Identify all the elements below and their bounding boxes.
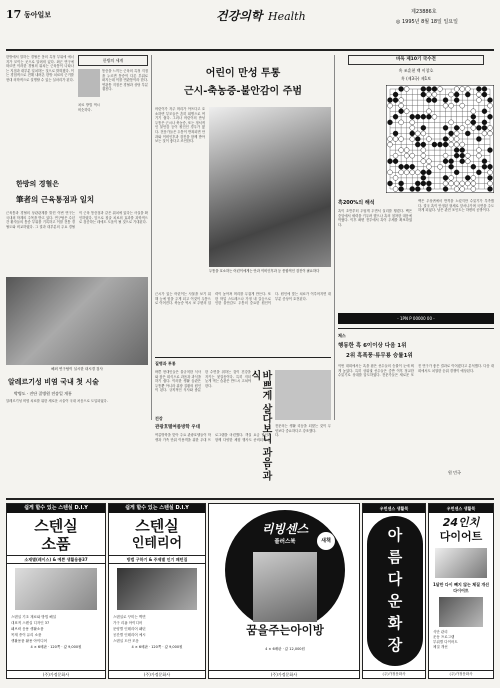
ad1-subtitle: 소재별(레이스) & 예쁜 생활용품37 <box>7 555 105 564</box>
go-stone-white <box>460 142 465 147</box>
go-stone-white <box>449 137 454 142</box>
go-stone-white <box>476 153 481 158</box>
ad2-price: 4 × 6배판 · 120쪽 · 값 9,000원 <box>131 645 183 649</box>
go-stone-white <box>460 181 465 186</box>
go-stone-black <box>426 98 431 103</box>
go-stone-white <box>488 131 493 136</box>
main-article <box>155 55 331 290</box>
left-headline-2: 筆者의 근육통점과 일치 <box>16 195 95 204</box>
go-stone-white <box>388 137 393 142</box>
go-stone-white <box>393 187 398 192</box>
go-stone-white <box>393 153 398 158</box>
go-stone-white <box>449 92 454 97</box>
ad1-title-1: 스텐실 <box>34 517 78 535</box>
go-stone-white <box>443 103 448 108</box>
go-stone-white <box>449 103 454 108</box>
go-stone-white <box>421 131 426 136</box>
go-stone-white <box>465 153 470 158</box>
go-stone-black <box>449 159 454 164</box>
ad5-header: 우먼센스 생활북 <box>429 504 493 513</box>
go-stone-white <box>471 187 476 192</box>
go-stone-white <box>388 103 393 108</box>
ad-stencil-props[interactable] <box>6 503 106 679</box>
go-stone-white <box>421 148 426 153</box>
author-portrait <box>78 69 100 97</box>
go-stone-black <box>465 92 470 97</box>
ad1-item: 대표적 스텐실 디자인 37 <box>11 621 50 625</box>
go-column-title: 바둑 제10기 국수전 <box>348 55 484 65</box>
go-stone-white <box>404 148 409 153</box>
go-stone-black <box>426 170 431 175</box>
go-column <box>338 55 494 325</box>
go-stone-black <box>488 187 493 192</box>
go-stone-white <box>426 159 431 164</box>
go-stone-black <box>415 114 420 119</box>
go-stone-black <box>443 187 448 192</box>
go-stone-white <box>488 125 493 130</box>
go-stone-black <box>438 142 443 147</box>
go-stone-white <box>415 170 420 175</box>
go-stone-white <box>488 181 493 186</box>
go-stone-black <box>432 98 437 103</box>
go-stone-white <box>443 181 448 186</box>
go-stone-black <box>426 181 431 186</box>
go-stone-white <box>388 142 393 147</box>
go-stone-white <box>471 181 476 186</box>
ad1-price: 4 × 6배판 · 120쪽 · 값 9,000원 <box>30 645 82 649</box>
go-stone-white <box>471 175 476 180</box>
go-stone-white <box>399 103 404 108</box>
go-stone-black <box>482 120 487 125</box>
go-stone-white <box>449 120 454 125</box>
go-stone-white <box>460 187 465 192</box>
section-title-english: Health <box>268 10 306 23</box>
side-body-text: 바쁜 현대인들은 불규칙한 식사와 잦은 회식으로 과음과 과식을 하기 쉽다. 이러한 생활 습관은 두통뿐 아니라 위장 질환의 원인이 된다. 규칙적인 식사와 충분한 수면을 취하는 것이 건강을 지키는 첫걸음이다. 특히 저녁 늦게 먹는 습관은 반드시 고쳐야 한다. <box>155 370 251 393</box>
side-portrait <box>275 370 331 420</box>
go-stone-black <box>460 153 465 158</box>
side-headline: 바쁘게 살다보니 과음·과식 <box>249 370 271 481</box>
go-stone-black <box>410 164 415 169</box>
ad4-title: 아름다운화장 <box>387 526 403 654</box>
go-stone-white <box>404 87 409 92</box>
go-commentary-1: 흑이 초반부터 두텁게 두면서 실리를 챙겼다. 백은 중앙에서 세력을 키우려 했으나 흑의 침착한 대응에 막혔다. 이후 좌변 전투에서 흑이 우세를 확보하였다. <box>338 209 412 227</box>
go-stone-black <box>454 125 459 130</box>
go-stone-white <box>421 159 426 164</box>
chess-column <box>338 332 494 482</box>
go-stone-black <box>388 159 393 164</box>
ad1-header: 쉽게 할수 있는 스텐실 D.I.Y <box>7 504 105 513</box>
left-headline-1: 한방의 경혈은 <box>16 180 60 188</box>
go-stone-white <box>404 109 409 114</box>
go-stone-white <box>426 92 431 97</box>
go-stone-black <box>410 131 415 136</box>
go-stone-black <box>449 164 454 169</box>
left-body-text-3: 치료 방법 역시 비슷하다. <box>78 103 100 112</box>
go-stone-black <box>471 114 476 119</box>
go-stone-white <box>432 114 437 119</box>
go-stone-white <box>465 181 470 186</box>
go-stone-white <box>449 142 454 147</box>
go-stone-black <box>482 125 487 130</box>
go-stone-black <box>449 131 454 136</box>
go-stone-black <box>443 142 448 147</box>
ad2-title-2: 인테리어 <box>131 536 183 551</box>
go-stone-black <box>460 148 465 153</box>
left-bottom-byline: 박병도 · 진단 질병원 전송일 개통 <box>14 391 72 396</box>
go-stone-black <box>388 120 393 125</box>
go-stone-white <box>388 170 393 175</box>
bottom-left-article <box>155 415 331 495</box>
go-stone-black <box>399 87 404 92</box>
go-stone-black <box>454 92 459 97</box>
main-body-text-1: 어린이가 자주 머리가 아프다고 호소하면 부모들은 흔히 꾀병으로 여기기 쉽다. 그러나 어린이의 만성 두통은 근시나 축농증, 또는 정서적인 불안감 등이 원인인 경우가 많다. 전문가들은 두통이 반복되면 안과와 이비인후과 검진을 함께 받아보는 것이 좋다고 조언한다. <box>155 107 205 144</box>
go-stone-black <box>404 164 409 169</box>
left-body-text-2: 통증을 느끼는 근육의 특정 지점을 누르면 통증이 다른 부위로 퍼지는데 이를 연관통이라 한다. 연관통 지점은 경혈과 상당 부분 겹친다. <box>102 69 148 92</box>
ad5-subtitle: 1달만 다이 빼지 않는 체질 개선 다이어트 <box>432 582 490 593</box>
ad5-item: 운동 프로그램 <box>433 635 455 639</box>
go-stone-black <box>460 159 465 164</box>
go-stone-white <box>404 153 409 158</box>
go-stone-white <box>426 109 431 114</box>
go-stone-white <box>399 148 404 153</box>
go-stone-black <box>421 175 426 180</box>
bottom-article-tag: 건강 <box>155 416 163 421</box>
go-stone-white <box>443 153 448 158</box>
left-photo-caption: 해외 연구팀이 실시한 내시경 검사 <box>51 367 103 371</box>
go-stone-black <box>399 109 404 114</box>
go-stone-black <box>415 142 420 147</box>
go-game-label: 흑 (제3국) 제1보 <box>400 76 432 81</box>
ad3-price: 4 × 6배판 · 값 12,000원 <box>265 647 305 651</box>
go-stone-black <box>476 137 481 142</box>
chess-body-text: 이번 대회에서는 흑을 잡은 선수들의 승률이 눈에 띄게 높았다. 특히 상위권 선수들은 중반 이후 정교한 수읽기로 상대를 압도하였다. 전문가들은 새로운 포진 연구가 좋은 결과로 이어졌다고 분석했다. 다음 대회에서도 치열한 순위 경쟁이 예상된다. <box>338 364 494 378</box>
go-stone-black <box>476 170 481 175</box>
chess-headline-2: 2위 흑폭풍·류무룡 승률1위 <box>346 353 413 359</box>
ad5-item: 식단 관리 <box>433 630 448 634</box>
ad5-title-1: 24인치 <box>442 516 480 529</box>
side-article-tag: 질병과 투통 <box>155 361 176 366</box>
go-stone-white <box>410 125 415 130</box>
ad1-item: 패브릭 응용 생활소품 <box>11 627 44 631</box>
ad3-badge: 새책 <box>317 532 335 550</box>
go-stone-black <box>482 109 487 114</box>
go-stone-black <box>488 98 493 103</box>
ad5-image <box>435 548 487 578</box>
go-stone-black <box>454 148 459 153</box>
ad2-item: 문양별 인테리어 패턴 <box>113 627 146 631</box>
go-stone-white <box>465 87 470 92</box>
ad-makeup[interactable] <box>362 503 426 679</box>
go-stone-white <box>460 103 465 108</box>
ad2-item: 스텐실 도안 모음 <box>113 639 139 643</box>
go-stone-white <box>465 159 470 164</box>
ad1-publisher: (주)가정문화사 <box>7 670 105 678</box>
go-stone-black <box>415 181 420 186</box>
go-stone-black <box>488 114 493 119</box>
go-stone-white <box>410 137 415 142</box>
go-commentary-2: 백은 우상귀에서 반격을 노렸지만 수읽기가 부족했다. 결국 흑이 안정된 형세로 앞서나가며 국면을 주도하게 되었다. 남은 관전 포인트는 하변의 공방이다. <box>418 199 494 213</box>
ad1-item: 목재 종이 유리 소품 <box>11 633 42 637</box>
go-stone-black <box>488 164 493 169</box>
ad4-publisher: (주)가정문화사 <box>363 670 425 678</box>
go-stone-black <box>432 87 437 92</box>
go-stone-white <box>454 87 459 92</box>
ad5-item: 체질 개선 <box>433 645 448 649</box>
main-photo <box>209 107 331 267</box>
go-stone-black <box>476 125 481 130</box>
go-stone-white <box>454 142 459 147</box>
go-stone-white <box>476 92 481 97</box>
go-stone-white <box>454 137 459 142</box>
go-stone-black <box>393 114 398 119</box>
paper-name: 동아일보 <box>24 11 52 19</box>
go-stone-white <box>399 170 404 175</box>
column-tag: 한방의 세계 <box>78 55 148 66</box>
go-stone-black <box>482 92 487 97</box>
go-stone-white <box>421 153 426 158</box>
ad3-brand: 리빙센스 <box>261 522 309 536</box>
go-stone-black <box>421 181 426 186</box>
go-stone-black <box>388 181 393 186</box>
go-stone-black <box>399 187 404 192</box>
main-photo-caption: 두통을 호소하는 어린이에게는 안과 이비인후과 등 종합적인 검진이 필요하다 <box>209 269 320 273</box>
go-stone-black <box>443 125 448 130</box>
ad-kids-room[interactable] <box>208 503 360 679</box>
left-bottom-headline: 알레르기성 비염 국내 첫 시술 <box>8 378 99 386</box>
go-stone-black <box>410 114 415 119</box>
go-stone-black <box>393 131 398 136</box>
go-stone-black <box>482 87 487 92</box>
go-stone-white <box>460 125 465 130</box>
go-stone-white <box>476 148 481 153</box>
go-stone-white <box>399 98 404 103</box>
go-stone-white <box>449 181 454 186</box>
go-stone-black <box>482 164 487 169</box>
main-headline-2: 근시-축농증-불안감이 주범 <box>183 86 303 97</box>
go-stone-white <box>482 131 487 136</box>
go-stone-white <box>399 120 404 125</box>
ad1-items <box>7 614 105 644</box>
ad-stencil-interior[interactable] <box>108 503 206 679</box>
go-stone-black <box>393 92 398 97</box>
go-stone-black <box>471 164 476 169</box>
bottom-article-title: 관광호텔여름방학 우대 <box>155 425 201 430</box>
go-stone-black <box>465 131 470 136</box>
ad5-items <box>429 630 493 650</box>
go-stone-black <box>426 187 431 192</box>
go-stone-white <box>426 137 431 142</box>
go-stone-black <box>426 87 431 92</box>
go-stone-black <box>421 125 426 130</box>
ad3-book-image <box>253 552 317 622</box>
go-stone-black <box>476 87 481 92</box>
ad2-item: 가구 리폼 아이디어 <box>113 621 143 625</box>
go-stone-black <box>465 175 470 180</box>
go-board <box>386 85 494 193</box>
ad5-title-2: 다이어트 <box>439 530 483 543</box>
go-stone-black <box>488 148 493 153</box>
go-stone-black <box>410 187 415 192</box>
ad1-item: 스텐실 기초 재료와 방법 해설 <box>11 615 57 619</box>
go-stone-white <box>410 170 415 175</box>
issue-number: 제23886호 <box>411 9 437 15</box>
ad5-publisher: (주)가정문화사 <box>429 670 493 678</box>
go-stone-black <box>454 153 459 158</box>
go-stone-white <box>426 164 431 169</box>
go-stone-black <box>415 137 420 142</box>
chess-headline-1: 행동한 흑 6이이상 다음 1위 <box>338 343 407 349</box>
date-line: ◎ 1995년 8월 18일 일요일 <box>396 19 458 25</box>
go-stone-white <box>415 131 420 136</box>
go-stone-white <box>488 103 493 108</box>
go-stone-white <box>404 170 409 175</box>
left-column <box>6 55 148 420</box>
ad5-book-image <box>439 597 483 627</box>
ad1-book-image <box>15 568 97 610</box>
go-stone-black <box>443 137 448 142</box>
ad-diet[interactable] <box>428 503 494 679</box>
ad2-subtitle: 방법 구하기 & 주제별 인기 패턴집 <box>109 555 205 564</box>
ad2-publisher: (주)가정문화사 <box>109 670 205 678</box>
go-stone-white <box>449 175 454 180</box>
ad4-header: 우먼센스 생활북 <box>363 504 425 513</box>
ad2-items <box>109 614 205 644</box>
go-stone-white <box>410 120 415 125</box>
go-stone-black <box>432 142 437 147</box>
go-stone-white <box>454 187 459 192</box>
main-headline-1: 어린이 만성 투통 <box>205 68 281 79</box>
go-stone-black <box>454 98 459 103</box>
go-stone-white <box>460 87 465 92</box>
go-stone-black <box>421 92 426 97</box>
go-stone-black <box>443 98 448 103</box>
go-stone-black <box>482 159 487 164</box>
left-photo <box>6 277 148 365</box>
left-body-text-1: 한방에서 말하는 경혈은 몸의 특정 부위에 에너지가 모이는 곳으로 알려져 있다. 최근 연구에 따르면 이러한 경혈의 위치는 근육통이 나타나는 지점과 대부분 일치하는 것으로 밝혀졌다. 이는 경험적으로 전해 내려온 한방 치료의 근거를 현대 의학적으로 설명할 수 있는 실마리가 된다. <box>6 55 74 82</box>
go-stone-white <box>476 98 481 103</box>
ad1-title-2: 소품 <box>41 535 71 553</box>
go-stone-white <box>488 170 493 175</box>
ad2-header: 쉽게 할수 있는 스텐실 D.I.Y <box>109 504 205 513</box>
go-subtitle: 흑 조훈현 백 이창호 <box>398 68 434 73</box>
go-stone-white <box>471 125 476 130</box>
ad1-item: 생활용품 활용 아이디어 <box>11 639 48 643</box>
go-stone-black <box>421 87 426 92</box>
page-number: 17 <box>6 8 22 21</box>
go-stone-white <box>399 137 404 142</box>
chess-tag: 체스 <box>338 333 346 338</box>
go-stone-black <box>443 159 448 164</box>
go-stone-white <box>454 131 459 136</box>
go-stone-black <box>471 120 476 125</box>
go-stone-black <box>415 187 420 192</box>
left-body-text-4: 근육통과 경혈의 상관관계를 밝힌 이번 연구는 국내외 학계의 주목을 받고 있다. 연구팀은 수년간 환자들의 통증 부위를 기록하고 이를 전통 경혈도와 비교하였다. 그 결과 대부분의 주요 경혈이 근육 통증점과 같은 위치에 있다는 사실을 확인하였다. 앞으로 침술 치료의 효과를 과학적으로 검증하는 데에도 도움이 될 것으로 기대된다. <box>6 211 148 229</box>
chess-sign: 원 민국 <box>448 470 461 475</box>
ad2-item: 스텐실로 꾸미는 벽면 <box>113 615 146 619</box>
ad2-book-image <box>117 568 197 610</box>
ad2-title-1: 스텐실 <box>135 517 179 535</box>
go-stone-white <box>438 87 443 92</box>
go-stone-black <box>421 114 426 119</box>
go-stone-white <box>432 92 437 97</box>
ad3-header: 플러스북 <box>274 539 296 545</box>
go-stone-white <box>454 181 459 186</box>
left-bottom-text: 알레르기성 비염 치료를 위한 새로운 시술이 국내 처음으로 도입되었다. <box>6 399 108 403</box>
header-rule <box>6 49 494 51</box>
go-stone-white <box>410 153 415 158</box>
ad5-item: 부위별 다이어트 <box>433 640 458 644</box>
main-body-text-2: 근시가 있는 어린이는 사물을 보기 위해 눈에 힘을 주게 되고 이것이 두통으로 이어진다. 축농증 역시 코 주변의 압력이 높아져 머리를 무겁게 만든다. 또한 학업 스트레스나 가정 내 갈등으로 인한 불안감도 두통의 중요한 원인이다. 원인에 맞는 치료가 이루어지면 대부분 증상이 호전된다. <box>155 292 331 306</box>
go-stone-black <box>426 114 431 119</box>
go-stone-black <box>399 164 404 169</box>
ad3-title: 꿈을주는아이방 <box>209 622 360 638</box>
go-stone-black <box>421 170 426 175</box>
go-stone-black <box>454 170 459 175</box>
section-title-korean: 건강의학 <box>216 9 263 23</box>
go-stone-black <box>393 98 398 103</box>
go-stone-white <box>393 137 398 142</box>
ad2-item: 공간별 인테리어 예시 <box>113 633 146 637</box>
go-stone-white <box>393 175 398 180</box>
bottom-article-text: 여름방학을 맞아 주요 관광호텔들이 학생과 가족 단위 이용객을 위한 우대 프로그램을 마련했다. 객실 요금 할인과 함께 다양한 체험 행사도 준비되어 있다. <box>155 433 280 442</box>
go-stone-white <box>471 109 476 114</box>
go-sub-headline: 흑200%의 해석 <box>338 200 375 206</box>
go-stone-black <box>399 181 404 186</box>
side-body-text-2: 전문의는 생활 리듬을 되찾는 것이 무엇보다 중요하다고 강조했다. <box>275 424 331 433</box>
go-sign: - 1PN P 00000 00 - <box>338 313 494 324</box>
ad3-publisher: (주)가정문화사 <box>209 670 359 678</box>
go-stone-black <box>443 175 448 180</box>
go-stone-black <box>393 159 398 164</box>
go-stone-black <box>388 98 393 103</box>
go-stone-black <box>421 142 426 147</box>
go-stone-white <box>465 120 470 125</box>
go-stone-white <box>438 164 443 169</box>
go-stone-black <box>488 175 493 180</box>
